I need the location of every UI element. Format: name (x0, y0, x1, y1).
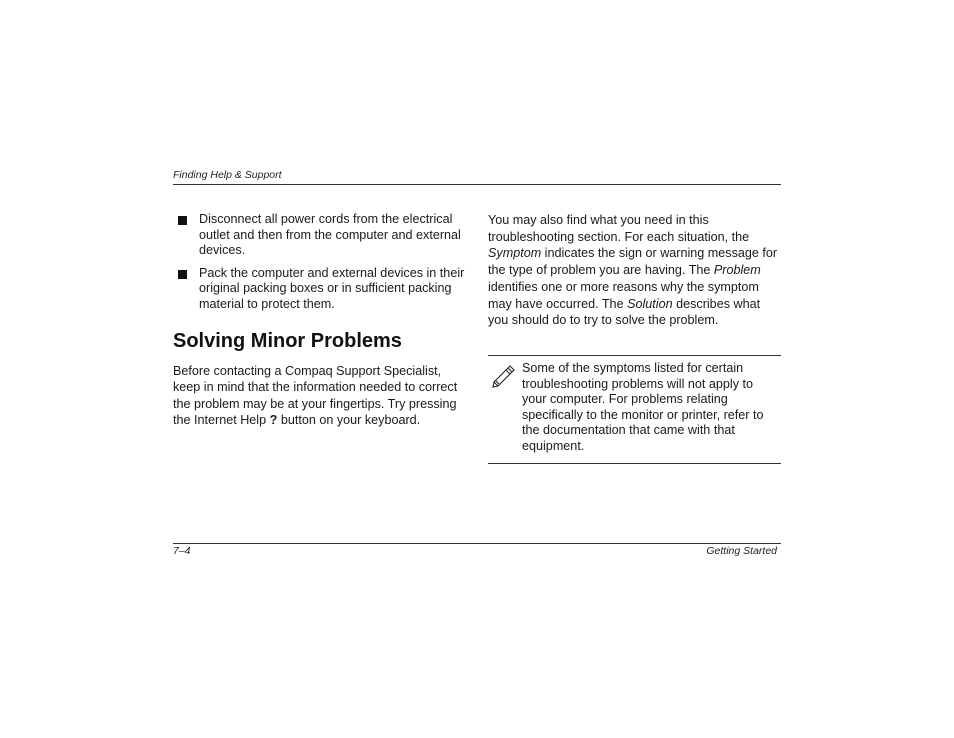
note-text: Some of the symptoms listed for certain troubleshooting problems will not apply to your computer. For problems relating specifically to the monitor or printer, refer to the documentation that came with that equipment. (522, 361, 764, 453)
intro-paragraph (173, 363, 465, 429)
square-bullet-icon (178, 270, 187, 279)
paragraph-text: describes what you should do to try to solve the problem. (488, 296, 761, 328)
paragraph-text: identifies one or more reasons why the symptom may have occurred. The (488, 279, 759, 311)
paragraph-text: You may also find what you need in this troubleshooting section. For each situation, the (488, 213, 750, 244)
pencil-note-icon (490, 362, 516, 388)
paragraph-text: indicates the sign or warning message for the type of problem you are having. The (488, 246, 778, 278)
term-solution: Solution (627, 296, 673, 311)
footer-rule (173, 543, 781, 544)
bullet-item (173, 266, 468, 313)
bullet-item (173, 212, 468, 259)
right-column (488, 212, 781, 329)
paragraph-text: Before contacting a Compaq Support Specialist, keep in mind that the information needed to correct the problem may be at your fingertips. Try pressing the Internet Help (173, 363, 458, 428)
book-title: Getting Started (706, 545, 777, 557)
left-column (173, 212, 468, 429)
square-bullet-icon (178, 216, 187, 225)
term-problem: Problem (713, 263, 761, 278)
section-heading: Solving Minor Problems (173, 329, 402, 352)
help-key-glyph: ? (269, 413, 278, 428)
header-rule (173, 184, 781, 185)
bullet-text: Disconnect all power cords from the electrical outlet and then from the computer and external devices. (199, 212, 461, 258)
troubleshooting-paragraph (488, 212, 781, 329)
running-head: Finding Help & Support (173, 169, 282, 181)
note-box (488, 355, 781, 464)
bullet-text: Pack the computer and external devices in their original packing boxes or in sufficient packing material to protect them. (199, 265, 465, 311)
page-number: 7–4 (173, 545, 191, 557)
paragraph-text: button on your keyboard. (277, 413, 421, 428)
term-symptom: Symptom (488, 246, 542, 261)
